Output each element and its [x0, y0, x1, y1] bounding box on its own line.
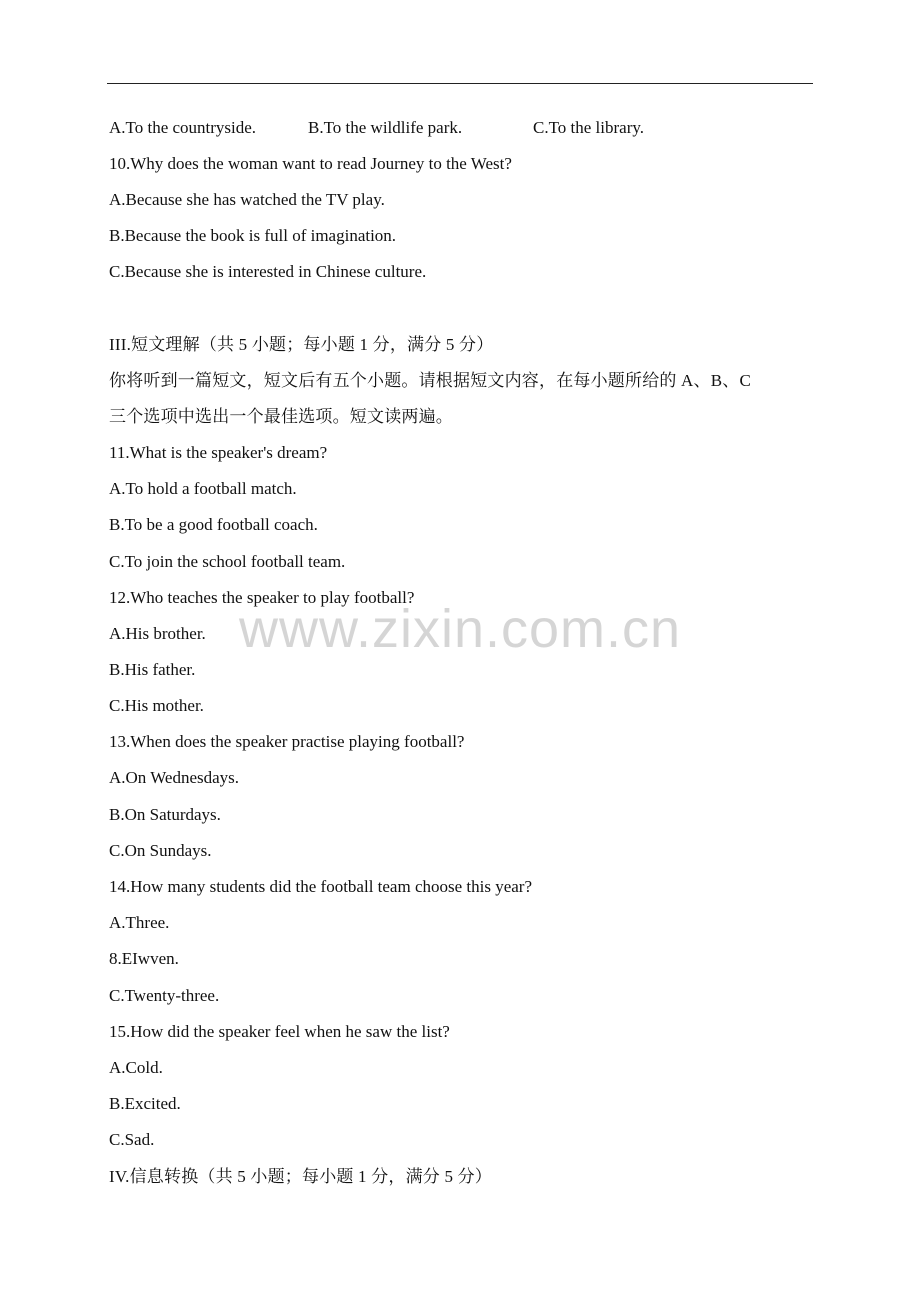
q14-option-b: 8.EIwven. — [109, 949, 179, 968]
section4-heading: IV.信息转换（共 5 小题；每小题 1 分，满分 5 分） — [109, 1167, 492, 1186]
header-rule — [107, 83, 813, 84]
q9-option-c: C.To the library. — [533, 118, 645, 137]
q14-option-a: A.Three. — [109, 913, 170, 932]
q11-option-b: B.To be a good football coach. — [109, 515, 318, 534]
q12-option-a: A.His brother. — [109, 624, 206, 643]
q13-question: 13.When does the speaker practise playing football? — [109, 732, 465, 751]
q15-question: 15.How did the speaker feel when he saw the list? — [109, 1022, 450, 1041]
q10-option-c: C.Because she is interested in Chinese culture. — [109, 262, 427, 281]
watermark: www.zixin.com.cn — [238, 599, 682, 659]
q11-option-a: A.To hold a football match. — [109, 479, 297, 498]
section3-instruction-line2: 三个选项中选出一个最佳选项。短文读两遍。 — [109, 407, 453, 426]
q9-options-row — [0, 117, 920, 139]
q11-option-c: C.To join the school football team. — [109, 552, 346, 571]
q14-question: 14.How many students did the football team choose this year? — [109, 877, 533, 896]
q9-option-b: B.To the wildlife park. — [308, 118, 463, 137]
q12-option-c: C.His mother. — [109, 696, 204, 715]
q13-option-b: B.On Saturdays. — [109, 805, 221, 824]
q9-option-a: A.To the countryside. — [109, 118, 257, 137]
section3-instruction-line1: 你将听到一篇短文，短文后有五个小题。请根据短文内容，在每小题所给的 A、B、C — [109, 371, 752, 390]
q10-question: 10.Why does the woman want to read Journey to the West? — [109, 154, 512, 173]
q15-option-a: A.Cold. — [109, 1058, 163, 1077]
q13-option-a: A.On Wednesdays. — [109, 768, 240, 787]
q14-option-c: C.Twenty-three. — [109, 986, 220, 1005]
q11-question: 11.What is the speaker's dream? — [109, 443, 328, 462]
q12-option-b: B.His father. — [109, 660, 196, 679]
q13-option-c: C.On Sundays. — [109, 841, 212, 860]
q12-question: 12.Who teaches the speaker to play football? — [109, 588, 415, 607]
q15-option-b: B.Excited. — [109, 1094, 181, 1113]
q15-option-c: C.Sad. — [109, 1130, 155, 1149]
section3-heading: III.短文理解（共 5 小题；每小题 1 分，满分 5 分） — [109, 335, 494, 354]
q10-option-a: A.Because she has watched the TV play. — [109, 190, 385, 209]
q10-option-b: B.Because the book is full of imagination. — [109, 226, 397, 245]
